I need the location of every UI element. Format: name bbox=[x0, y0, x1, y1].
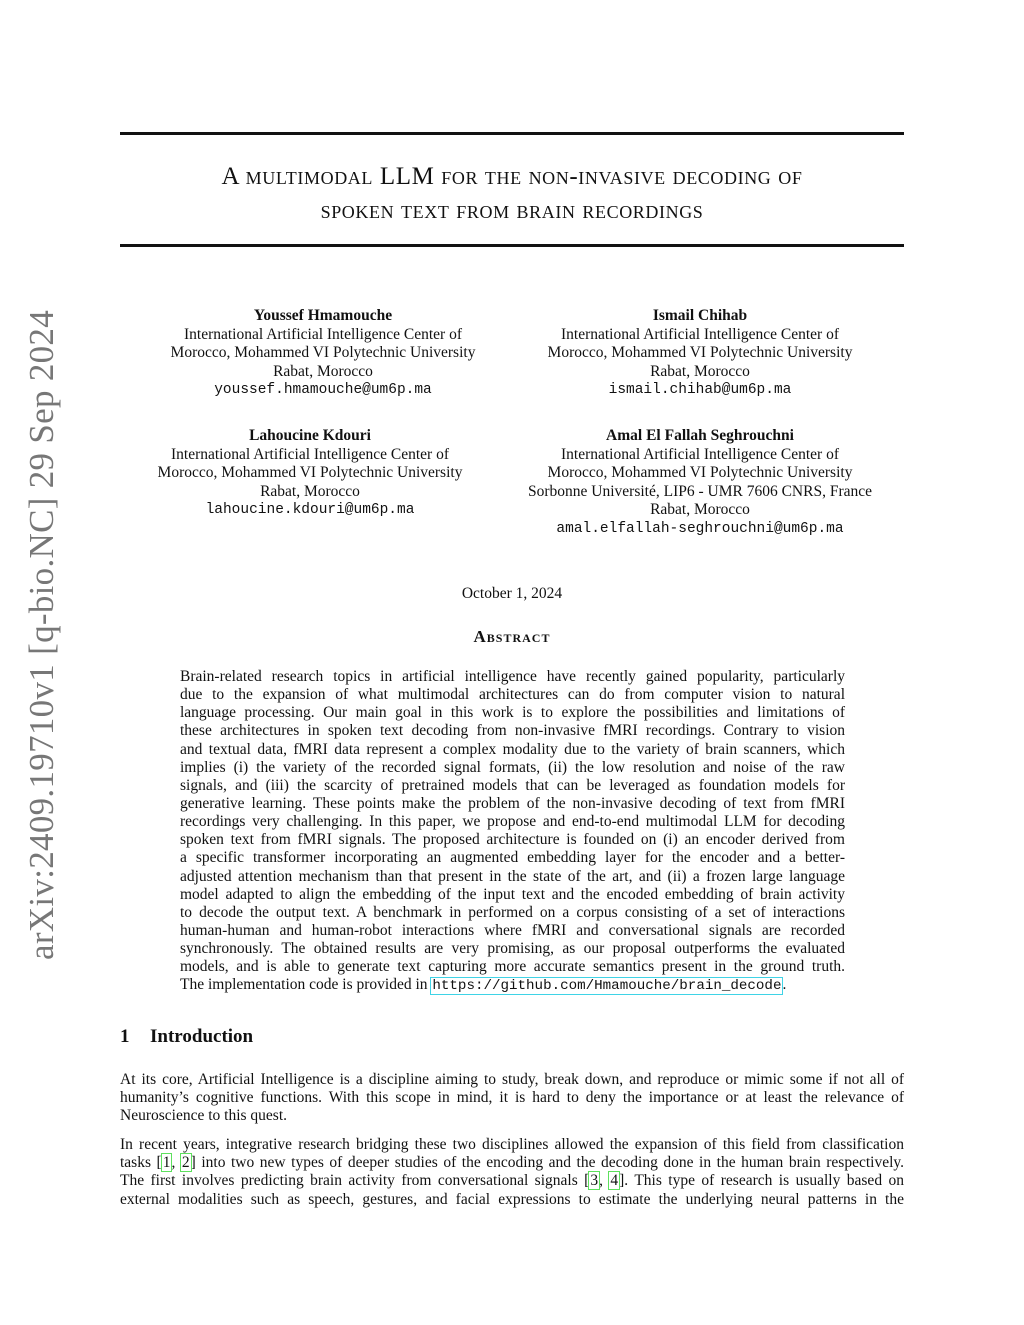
intro-paragraph-1 bbox=[120, 1071, 904, 1126]
author-email[interactable]: ismail.chihab@um6p.ma bbox=[608, 382, 792, 399]
abstract-link-prefix: The implementation code is provided in bbox=[180, 976, 432, 994]
author-affiliation: Rabat, Morocco bbox=[273, 362, 373, 380]
abstract-line: language processing. Our main goal in this work is to explore the possibilities and limitations of bbox=[180, 704, 845, 722]
text-run: ]. This type of research is usually based on bbox=[619, 1172, 904, 1190]
abstract-line: model adapted to align the embedding of the input text and the encoded embedding of brain activity bbox=[180, 885, 845, 903]
abstract-line: implies (i) the variety of the recorded signal formats, (ii) the low resolution and noise of the raw bbox=[180, 758, 845, 776]
abstract-last-line bbox=[180, 976, 845, 994]
paper-date: October 1, 2024 bbox=[461, 585, 563, 602]
text-run: tasks [ bbox=[120, 1154, 162, 1172]
title-line-1: A multimodal LLM for the non-invasive decoding of bbox=[221, 163, 803, 190]
author-block-3 bbox=[120, 427, 500, 520]
abstract-line: synchronously. The obtained results are very promising, as our proposal outperforms the evaluated bbox=[180, 940, 845, 958]
text-run: The first involves predicting brain activity from conversational signals [ bbox=[120, 1172, 590, 1190]
section-number: 1 bbox=[120, 1026, 130, 1047]
text-run: ] into two new types of deeper studies of the encoding and the decoding done in the human brain respectively. bbox=[190, 1154, 904, 1172]
abstract-line: generative learning. These points make the problem of the non-invasive decoding of text from fMRI bbox=[180, 794, 845, 812]
paper-title bbox=[120, 160, 904, 228]
section-title: Introduction bbox=[150, 1026, 254, 1047]
title-bottom-rule bbox=[120, 244, 904, 247]
title-top-rule bbox=[120, 132, 904, 135]
author-block-2 bbox=[510, 307, 890, 400]
abstract-line: due to the expansion of what multimodal architectures can do from computer vision to natural bbox=[180, 686, 845, 704]
text-run: , bbox=[171, 1154, 181, 1172]
author-affiliation: Rabat, Morocco bbox=[260, 482, 360, 500]
abstract-line: and textual data, fMRI data represent a complex modality due to the variety of brain scanners, which bbox=[180, 740, 845, 758]
paragraph-line: Neuroscience to this quest. bbox=[120, 1107, 288, 1125]
author-affiliation: International Artificial Intelligence Center of bbox=[183, 325, 463, 343]
citation-link[interactable]: 4 bbox=[610, 1172, 619, 1190]
citation-link[interactable]: 1 bbox=[162, 1154, 171, 1172]
author-email[interactable]: youssef.hmamouche@um6p.ma bbox=[214, 382, 432, 399]
paragraph-line bbox=[120, 1172, 904, 1190]
author-affiliation: International Artificial Intelligence Center of bbox=[560, 445, 840, 463]
author-affiliation: Morocco, Mohammed VI Polytechnic University bbox=[547, 344, 853, 362]
author-email[interactable]: lahoucine.kdouri@um6p.ma bbox=[205, 502, 415, 519]
author-name: Ismail Chihab bbox=[652, 307, 748, 324]
author-email[interactable]: amal.elfallah-seghrouchni@um6p.ma bbox=[556, 520, 844, 537]
abstract-line: these architectures in spoken text decoding from non-invasive fMRI recordings. Contrary to vision bbox=[180, 722, 845, 740]
intro-paragraph-2 bbox=[120, 1136, 904, 1209]
paragraph-line bbox=[120, 1154, 904, 1172]
author-affiliation: Morocco, Mohammed VI Polytechnic University bbox=[157, 464, 463, 482]
author-affiliation: Sorbonne Université, LIP6 - UMR 7606 CNRS, France bbox=[528, 482, 872, 500]
citation-link[interactable]: 3 bbox=[590, 1172, 599, 1190]
abstract-body bbox=[180, 668, 845, 995]
paragraph-line: external modalities such as speech, gestures, and facial expressions to estimate the underlying neural patterns in the bbox=[120, 1190, 904, 1208]
author-affiliation: Rabat, Morocco bbox=[650, 362, 750, 380]
arxiv-side-identifier: arXiv:2409.19710v1 [q-bio.NC] 29 Sep 2024 bbox=[22, 309, 61, 960]
author-name: Amal El Fallah Seghrouchni bbox=[606, 427, 794, 444]
section-heading-introduction bbox=[120, 1026, 253, 1048]
abstract-line: a specific transformer incorporating an augmented embedding layer for the encoder and a better- bbox=[180, 849, 845, 867]
abstract-line: Brain-related research topics in artificial intelligence have recently gained popularity, particularly bbox=[180, 668, 845, 685]
author-block-1 bbox=[133, 307, 513, 400]
abstract-line: spoken text from fMRI signals. The proposed architecture is founded on (i) an encoder derived from bbox=[180, 831, 845, 849]
author-block-4 bbox=[503, 427, 897, 539]
citation-link[interactable]: 2 bbox=[181, 1154, 190, 1172]
abstract-line: models, and is able to generate text capturing more accurate semantics present in the ground truth. bbox=[180, 958, 845, 976]
code-repository-link[interactable]: https://github.com/Hmamouche/brain_decode bbox=[432, 978, 782, 995]
author-affiliation: Rabat, Morocco bbox=[650, 501, 750, 519]
abstract-line: human-human and human-robot interactions where fMRI and conversational signals are recorded bbox=[180, 921, 845, 939]
title-line-2: spoken text from brain recordings bbox=[320, 197, 704, 224]
author-name: Youssef Hmamouche bbox=[253, 307, 393, 324]
author-name: Lahoucine Kdouri bbox=[249, 427, 371, 444]
paragraph-line: humanity’s cognitive functions. With this scope in mind, it is hard to deny the importance or at least the relevance of bbox=[120, 1089, 904, 1107]
author-affiliation: Morocco, Mohammed VI Polytechnic University bbox=[547, 464, 853, 482]
abstract-line: adjusted attention mechanism than that present in the state of the art, and (ii) a frozen large language bbox=[180, 867, 845, 885]
author-affiliation: International Artificial Intelligence Center of bbox=[170, 445, 450, 463]
abstract-line: to decode the output text. A benchmark in performed on a corpus consisting of a set of interactions bbox=[180, 903, 845, 921]
abstract-link-suffix: . bbox=[782, 976, 787, 994]
abstract-line: recordings very challenging. In this paper, we propose and end-to-end multimodal LLM for decoding bbox=[180, 813, 845, 831]
abstract-line: signals, and (iii) the scarcity of pretrained models that can be leveraged as foundation models for bbox=[180, 776, 845, 794]
author-affiliation: Morocco, Mohammed VI Polytechnic University bbox=[170, 344, 476, 362]
text-run: , bbox=[599, 1172, 610, 1190]
author-affiliation: International Artificial Intelligence Center of bbox=[560, 325, 840, 343]
abstract-heading: Abstract bbox=[473, 627, 551, 646]
paragraph-line: At its core, Artificial Intelligence is a discipline aiming to study, break down, and reproduce or mimic some if not all of bbox=[120, 1071, 904, 1088]
paragraph-line: In recent years, integrative research bridging these two disciplines allowed the expansion of this field from classification bbox=[120, 1136, 904, 1153]
